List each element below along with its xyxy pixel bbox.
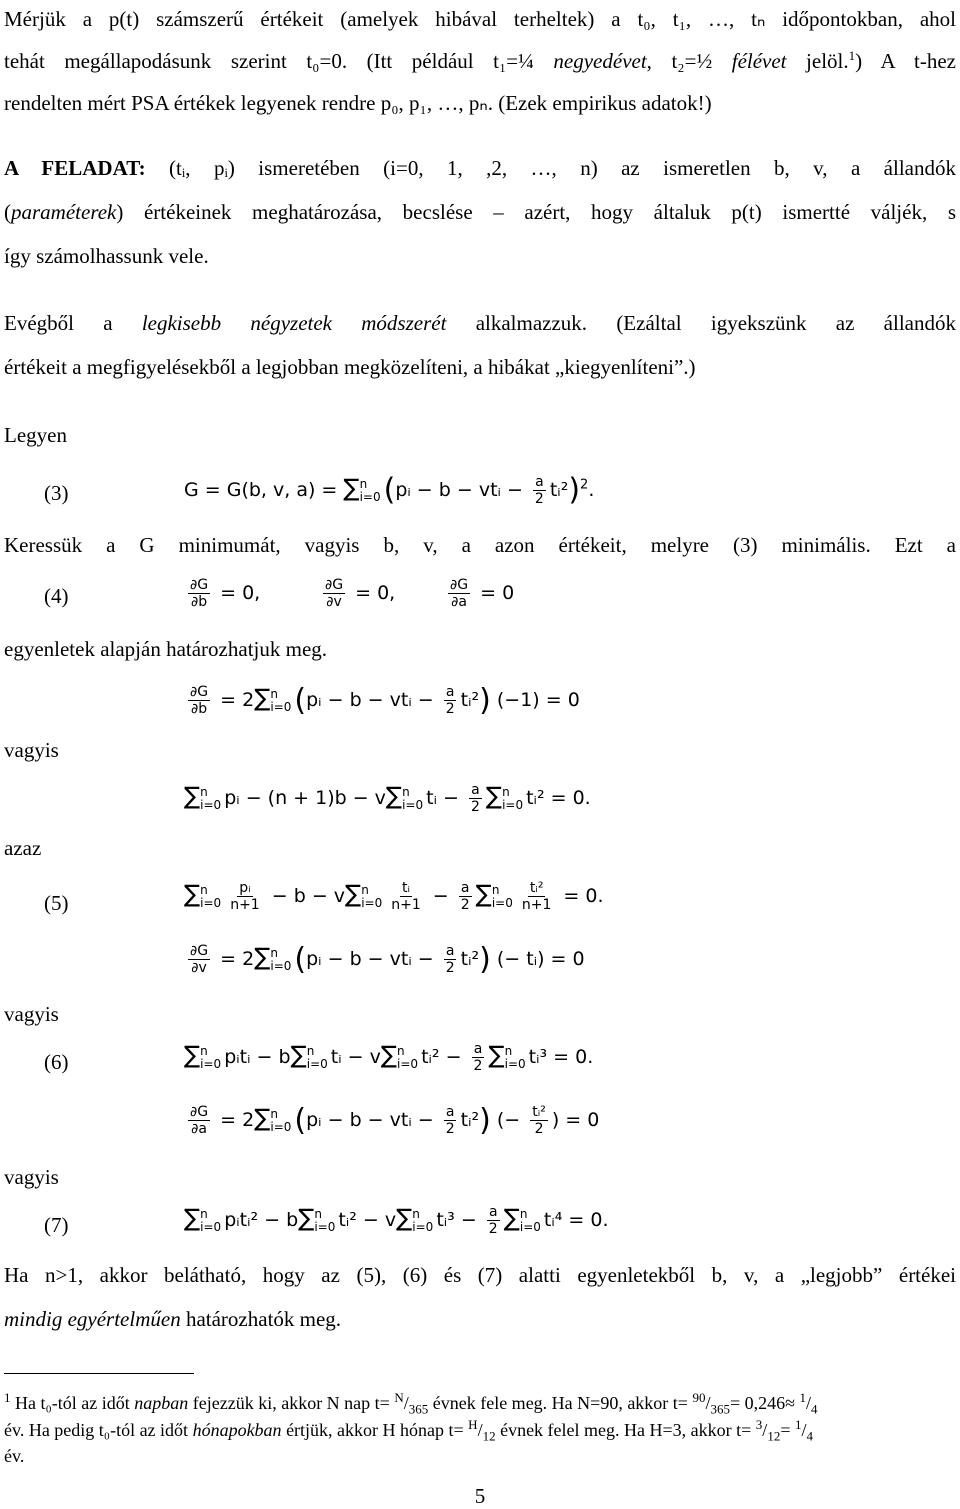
task-line3: így számolhassunk vele.	[4, 244, 209, 268]
eq7-formula: ∑ n i=0 pᵢtᵢ² − b∑ n i=0 tᵢ² − v∑ n i=0 tᵢ³ − $\frac{a}{2}$ ∑ n i=0 tᵢ⁴ = 0.	[184, 1204, 609, 1237]
task-line1: A FELADAT: (tᵢ, pᵢ) ismeretében (i=0, 1, ,2, …, n) az ismeretlen b, v, a állandók	[4, 156, 956, 180]
task-line2: (paraméterek) értékeinek meghatározása, becslése – azért, hogy általuk p(t) ismertté váljék, s	[4, 200, 956, 224]
eq6-number: (6)	[44, 1050, 69, 1074]
keressuk-text: Keressük a G minimumát, vagyis b, v, a azon értékeit, melyre (3) minimális. Ezt a	[4, 533, 956, 557]
deriv-b: $\frac{\partial G}{\partial b}$ = 2∑ n i=0 (pᵢ − b − vtᵢ − $\frac{a}{2}$ tᵢ²) (−1) = 0	[190, 683, 580, 718]
method-line2: értékeit a megfigyelésekből a legjobban megközelíteni, a hibákat „kiegyenlíteni”.)	[4, 355, 696, 379]
eq5-formula: ∑ n i=0 $\frac{\text{pᵢ}}{n+1}$ − b − v∑ n i=0 $\frac{\text{tᵢ}}{n+1}$ − $\frac{a}{2}$ ∑ n i=0 $\frac{\text{tᵢ²}}{n+1}$ = 0.	[184, 880, 604, 913]
para1-line1: Mérjük a p(t) számszerű értékeit (amelyek hibával terheltek) a t₀, t₁, …, tₙ időpontokban, ahol	[4, 7, 956, 31]
egyenletek-text: egyenletek alapján határozhatjuk meg.	[4, 637, 328, 661]
page-number: 5	[474, 1484, 486, 1508]
footnote-line3: év.	[4, 1446, 25, 1466]
eq4-dgdb: $\frac{\partial G}{\partial b}$ = 0,	[190, 577, 261, 610]
method-line1: Evégből a legkisebb négyzetek módszerét alkalmazzuk. (Ezáltal igyekszünk az állandók	[4, 311, 956, 335]
eq4-dgda: $\frac{\partial G}{\partial a}$ = 0	[450, 577, 515, 610]
para1-line3: rendelten mért PSA értékek legyenek rendre p₀, p₁, …, pₙ. (Ezek empirikus adatok!)	[4, 91, 712, 115]
vagyis-3: vagyis	[4, 1165, 59, 1189]
conclusion-line1: Ha n>1, akkor belátható, hogy az (5), (6) és (7) alatti egyenletekből b, v, a „legjobb” értékei	[4, 1263, 956, 1287]
deriv-v: $\frac{\partial G}{\partial v}$ = 2∑ n i=0 (pᵢ − b − vtᵢ − $\frac{a}{2}$ tᵢ²) (− tᵢ) = 0	[190, 942, 585, 977]
conclusion-line2: mindig egyértelműen határozhatók meg.	[4, 1307, 342, 1331]
footnote-rule	[4, 1373, 194, 1374]
footnote-line2: év. Ha pedig t₀-tól az időt hónapokban értjük, akkor H hónap $t= ^H/_{12}$ évnek felel meg. Ha H=3, akkor $t= ^3/_{12}= ^1/_4$	[4, 1417, 813, 1444]
eq7-number: (7)	[44, 1213, 69, 1237]
vagyis-2: vagyis	[4, 1002, 59, 1026]
para1-line2: tehát megállapodásunk szerint t₀=0. (Itt például t₁=¼ negyedévet, t₂=½ félévet jelöl.$^1$) A t-hez	[4, 48, 957, 73]
eq3-number: (3)	[44, 481, 69, 505]
eq4-dgdv: $\frac{\partial G}{\partial v}$ = 0,	[325, 577, 396, 610]
footnote-line1: $^1$ Ha t₀-tól az időt napban fejezzük ki, akkor N nap $t= ^N/_{365}$ évnek fele meg. Ha N=90, akkor $t= ^{90}/_{365}= 0,246\approx ^1/_4$	[4, 1390, 818, 1417]
eq6-formula: ∑ n i=0 pᵢtᵢ − b∑ n i=0 tᵢ − v∑ n i=0 tᵢ² − $\frac{a}{2}$ ∑ n i=0 tᵢ³ = 0.	[184, 1041, 594, 1074]
vagyis-1: vagyis	[4, 738, 59, 762]
legyen-text: Legyen	[4, 423, 67, 447]
deriv-a: $\frac{\partial G}{\partial a}$ = 2∑ n i=0 (pᵢ − b − vtᵢ − $\frac{a}{2}$ tᵢ²) (− $\frac{\text{tᵢ²}}{2}$ ) = 0	[190, 1103, 600, 1138]
eq4-number: (4)	[44, 584, 69, 608]
sum-eq-b: ∑ n i=0 pᵢ − (n + 1)b − v∑ n i=0 tᵢ − $\frac{a}{2}$ ∑ n i=0 tᵢ² = 0.	[184, 782, 591, 815]
eq5-number: (5)	[44, 891, 69, 915]
eq3-formula: G = G(b, v, a) = ∑ n i=0 (pᵢ − b − vtᵢ − $\frac{a}{2}$ tᵢ²)$^2$.	[184, 472, 595, 508]
azaz-text: azaz	[4, 836, 42, 860]
